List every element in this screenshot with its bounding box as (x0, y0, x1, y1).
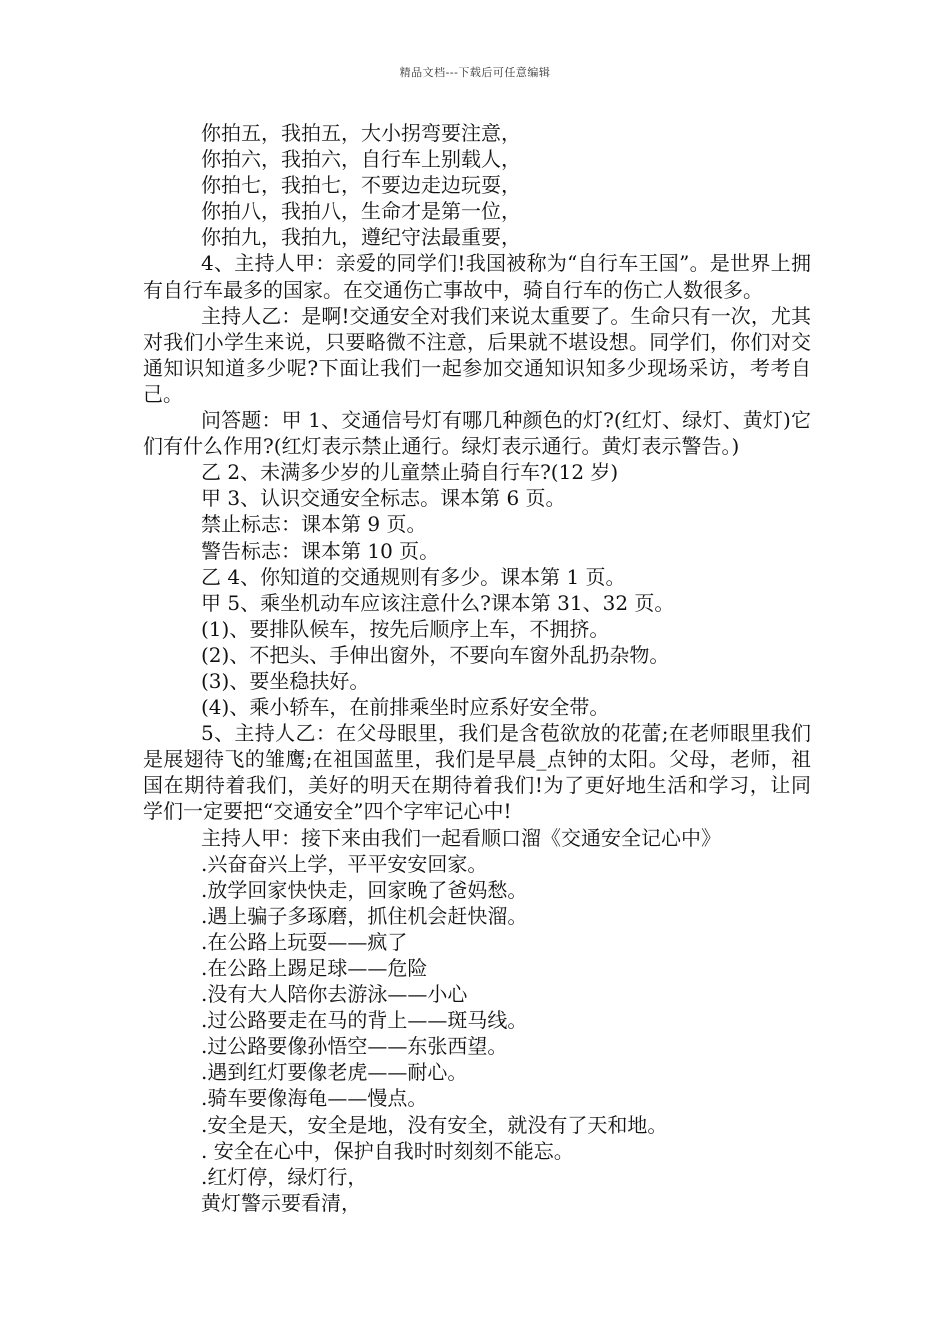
page-header: 精品文档---下载后可任意编辑 (399, 66, 551, 79)
paragraph: 5、主持人乙：在父母眼里，我们是含苞欲放的花蕾;在老师眼里我们是展翅待飞的雏鹰;在祖国蓝里，我们是早晨_点钟的太阳。父母，老师，祖国在期待着我们，美好的明天在期待着我们!为了更好地生活和学习，让同学们一定要把“交通安全”四个字牢记心中! (143, 721, 811, 824)
paragraph: .放学回家快快走，回家晚了爸妈愁。 (201, 877, 528, 902)
paragraph: .过公路要走在马的背上——斑马线。 (201, 1008, 528, 1033)
paragraph: 甲 5、乘坐机动车应该注意什么?课本第 31、32 页。 (201, 590, 675, 615)
paragraph: 乙 2、未满多少岁的儿童禁止骑自行车?(12 岁) (201, 460, 619, 485)
paragraph: 4、主持人甲：亲爱的同学们!我国被称为“自行车王国”。是世界上拥有自行车最多的国家。在交通伤亡事故中，骑自行车的伤亡人数很多。 (143, 251, 811, 302)
paragraph: (4)、乘小轿车，在前排乘坐时应系好安全带。 (201, 695, 610, 720)
paragraph: .过公路要像孙悟空——东张西望。 (201, 1034, 508, 1059)
paragraph: 禁止标志：课本第 9 页。 (201, 512, 427, 537)
paragraph: 警告标志：课本第 10 页。 (201, 538, 440, 563)
paragraph: 黄灯警示要看清， (201, 1190, 361, 1215)
paragraph: 你拍九，我拍九，遵纪守法最重要， (201, 225, 521, 250)
paragraph: (1)、要排队候车，按先后顺序上车，不拥挤。 (201, 616, 610, 641)
paragraph: .遇到红灯要像老虎——耐心。 (201, 1060, 468, 1085)
paragraph: 你拍六，我拍六，自行车上别载人， (201, 147, 521, 172)
paragraph: 主持人乙：是啊!交通安全对我们来说太重要了。生命只有一次，尤其对我们小学生来说，只要略微不注意，后果就不堪设想。同学们，你们对交通知识知道多少呢?下面让我们一起参加交通知识知多少现场采访，考考自己。 (143, 303, 811, 406)
paragraph: (3)、要坐稳扶好。 (201, 668, 370, 693)
paragraph: 主持人甲：接下来由我们一起看顺口溜《交通安全记心中》 (201, 825, 721, 850)
paragraph: 问答题：甲 1、交通信号灯有哪几种颜色的灯?(红灯、绿灯、黄灯)它们有什么作用?(红灯表示禁止通行。绿灯表示通行。黄灯表示警告。) (143, 408, 811, 459)
paragraph: .骑车要像海龟——慢点。 (201, 1086, 428, 1111)
paragraph: 甲 3、认识交通安全标志。课本第 6 页。 (201, 486, 566, 511)
paragraph: .在公路上玩耍——疯了 (201, 929, 408, 954)
paragraph: 你拍七，我拍七，不要边走边玩耍， (201, 173, 521, 198)
paragraph: 你拍五，我拍五，大小拐弯要注意， (201, 121, 521, 145)
paragraph: .兴奋奋兴上学，平平安安回家。 (201, 851, 488, 876)
document-body (143, 120, 811, 1216)
paragraph: .没有大人陪你去游泳——小心 (201, 982, 468, 1007)
paragraph: 你拍八，我拍八，生命才是第一位， (201, 199, 521, 224)
paragraph: (2)、不把头、手伸出窗外，不要向车窗外乱扔杂物。 (201, 642, 670, 667)
paragraph: .安全是天，安全是地，没有安全，就没有了天和地。 (201, 1112, 668, 1137)
paragraph: .遇上骗子多琢磨，抓住机会赶快溜。 (201, 903, 528, 928)
paragraph: .在公路上踢足球——危险 (201, 956, 428, 980)
paragraph: 乙 4、你知道的交通规则有多少。课本第 1 页。 (201, 564, 626, 589)
paragraph: . 安全在心中，保护自我时时刻刻不能忘。 (201, 1138, 574, 1163)
paragraph: .红灯停，绿灯行， (201, 1164, 368, 1189)
